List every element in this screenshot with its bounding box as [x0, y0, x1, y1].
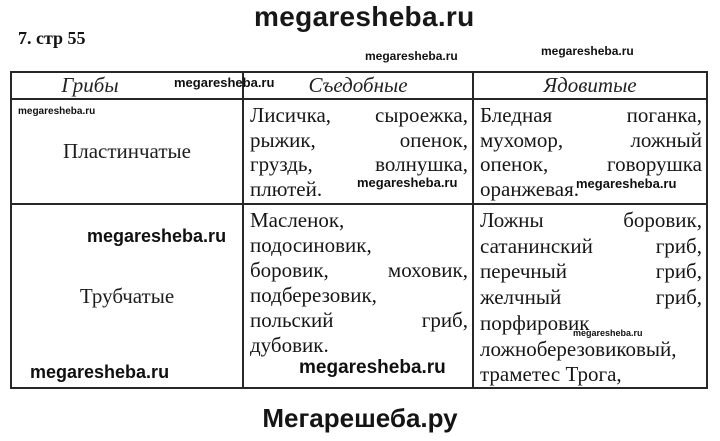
cell-text-line: Масленок, [250, 208, 345, 232]
watermark-megaresheba: megaresheba.ru [18, 106, 96, 117]
row-lamellar-type-cell: Пластинчатые [12, 100, 244, 205]
watermark-megaresheba: megaresheba.ru [299, 357, 446, 378]
task-number-label: 7. стр 55 [18, 28, 86, 48]
cell-text-line: груздь, волнушка, [250, 152, 468, 176]
watermark-megaresheba: megaresheba.ru [30, 362, 170, 382]
watermark-megaresheba: megaresheba.ru [541, 44, 634, 58]
watermark-megaresheba: megaresheba.ru [87, 226, 227, 246]
cell-text-line: мухомор, ложный [480, 127, 702, 152]
cell-text-line: траметес Трога, [480, 362, 622, 387]
site-header-title: megaresheba.ru [254, 1, 475, 32]
watermark-megaresheba: megaresheba.ru [573, 328, 643, 338]
site-footer-title: Мегарешеба.ру [262, 403, 458, 433]
table-header-poisonous: Ядовитые [474, 73, 706, 100]
cell-text-line: Бледная поганка, [480, 103, 702, 127]
cell-text-line: подосиновик, [250, 233, 372, 257]
cell-text-line: дубовик. [250, 333, 329, 357]
cell-text-line: желчный гриб, [480, 285, 702, 310]
cell-text-line: Ложны боровик, [480, 208, 702, 232]
cell-text-line: сатанинский гриб, [480, 233, 702, 258]
watermark-megaresheba: megaresheba.ru [365, 49, 458, 63]
watermark-megaresheba: megaresheba.ru [576, 176, 677, 191]
cell-text-line: порфировик [480, 310, 590, 335]
cell-text-line: опенок, говорушка [480, 152, 702, 176]
row-tubular-poisonous-cell [474, 205, 706, 387]
cell-text-line: оранжевая. [480, 176, 579, 201]
cell-text-line: рыжик, опенок, [250, 127, 468, 152]
row-tubular-type-cell: Трубчатые [12, 205, 244, 387]
watermark-megaresheba: megaresheba.ru [174, 75, 275, 90]
table-header-group: Грибы [12, 73, 244, 100]
cell-text-line: плютей. [250, 176, 323, 201]
cell-text-line: ложноберезовиковый, [480, 336, 677, 361]
watermark-megaresheba: megaresheba.ru [357, 175, 458, 190]
cell-text-line: перечный гриб, [480, 259, 702, 284]
cell-text-line: боровик, моховик, [250, 258, 468, 282]
table-header-edible: Съедобные [244, 73, 474, 100]
cell-text-line: польский гриб, [250, 308, 468, 332]
cell-text-line: Лисичка, сыроежка, [250, 103, 468, 127]
cell-text-line: подберезовик, [250, 283, 377, 307]
